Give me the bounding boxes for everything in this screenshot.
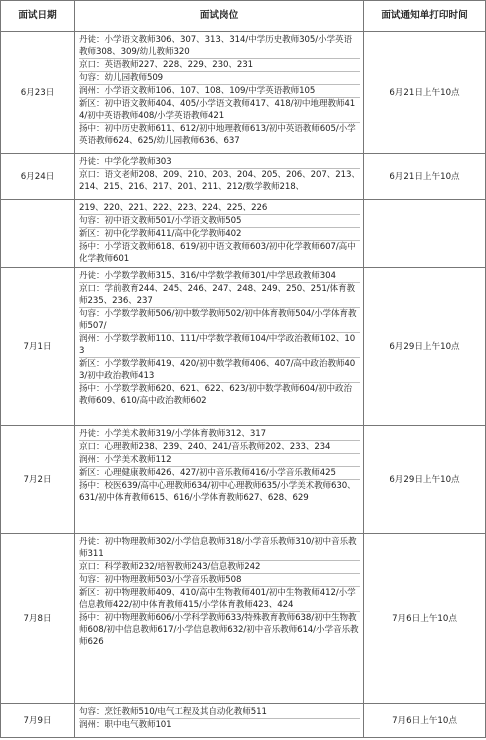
position-line: 京口：英语教师227、228、229、230、231 bbox=[79, 59, 360, 72]
position-line: 扬中：校医639/高中心理教师634/初中心理教师635/小学美术教师630、631/初中体育教师615、616/小学体育教师627、628、629 bbox=[79, 481, 356, 503]
position-cell bbox=[75, 426, 364, 534]
notice-time-cell bbox=[364, 200, 486, 268]
position-line: 句容：初中物理教师503/小学音乐教师508 bbox=[79, 574, 360, 587]
position-line: 丹徒：小学数学教师315、316/中学数学教师301/中学思政教师304 bbox=[79, 270, 360, 283]
position-line: 丹徒：初中物理教师302/小学信息教师318/小学音乐教师310/初中音乐教师311 bbox=[79, 536, 360, 561]
interview-date-cell: 6月24日 bbox=[1, 154, 75, 200]
table-row bbox=[1, 32, 486, 154]
position-line: 京口：语文老师208、209、210、203、204、205、206、207、213、214、215、216、217、201、211、212/数学教师218、 bbox=[79, 170, 360, 192]
interview-date-cell: 7月9日 bbox=[1, 704, 75, 738]
interview-date-cell: 7月1日 bbox=[1, 268, 75, 426]
position-cell bbox=[75, 154, 364, 200]
position-line: 扬中：小学数学教师620、621、622、623/初中数学教师604/初中政治教师609、610/高中政治教师602 bbox=[79, 384, 352, 406]
position-line: 句容：幼儿园教师509 bbox=[79, 72, 360, 85]
position-line: 扬中：初中历史教师611、612/初中地理教师613/初中英语教师605/小学英语教师624、625/幼儿园教师636、637 bbox=[79, 124, 356, 146]
header-position: 面试岗位 bbox=[75, 1, 364, 32]
position-line: 新区：初中语文教师404、405/小学语文教师417、418/初中地理教师414/初中英语教师408/小学英语教师421 bbox=[79, 98, 360, 123]
position-cell bbox=[75, 704, 364, 738]
header-row bbox=[1, 1, 486, 32]
table-body bbox=[1, 32, 486, 738]
interview-date-cell bbox=[1, 200, 75, 268]
position-line: 京口：心理教师238、239、240、241/音乐教师202、233、234 bbox=[79, 441, 360, 454]
table-row bbox=[1, 534, 486, 704]
table-row bbox=[1, 268, 486, 426]
position-line: 京口：科学教师232/培智教师243/信息教师242 bbox=[79, 561, 360, 574]
position-line: 京口：学前教育244、245、246、247、248、249、250、251/体育教师235、236、237 bbox=[79, 283, 360, 308]
position-line: 润州：小学语文教师106、107、108、109/中学英语教师105 bbox=[79, 85, 360, 98]
position-line: 扬中：初中物理教师606/小学科学教师633/特殊教育教师638/初中生物教师608/初中信息教师617/小学信息教师632/初中音乐教师614/小学音乐教师626 bbox=[79, 613, 359, 647]
position-line: 扬中：小学语文教师618、619/初中语文教师603/初中化学教师607/高中化学教师601 bbox=[79, 242, 356, 264]
table-row bbox=[1, 154, 486, 200]
notice-time-cell: 6月29日上午10点 bbox=[364, 426, 486, 534]
notice-time-cell: 6月21日上午10点 bbox=[364, 154, 486, 200]
table-row bbox=[1, 704, 486, 738]
position-line: 润州：小学美术教师112 bbox=[79, 454, 360, 467]
position-line: 219、220、221、222、223、224、225、226 bbox=[79, 202, 360, 215]
position-line: 句容：初中语文教师501/小学语文教师505 bbox=[79, 215, 360, 228]
position-cell bbox=[75, 200, 364, 268]
position-line: 新区：小学数学教师419、420/初中数学教师406、407/高中政治教师403/初中政治教师413 bbox=[79, 358, 360, 383]
table-row bbox=[1, 200, 486, 268]
notice-time-cell: 7月6日上午10点 bbox=[364, 704, 486, 738]
position-line: 丹徒：中学化学教师303 bbox=[79, 156, 360, 169]
position-line: 新区：初中物理教师409、410/高中生物教师401/初中生物教师412/小学信息教师422/初中体育教师415/小学体育教师423、424 bbox=[79, 587, 360, 612]
position-cell bbox=[75, 268, 364, 426]
position-line: 新区：心理健康教师426、427/初中音乐教师416/小学音乐教师425 bbox=[79, 467, 360, 480]
position-line: 丹徒：小学美术教师319/小学体育教师312、317 bbox=[79, 428, 360, 441]
position-line: 丹徒：小学语文教师306、307、313、314/中学历史教师305/小学英语教师308、309/幼儿教师320 bbox=[79, 34, 360, 59]
interview-date-cell: 6月23日 bbox=[1, 32, 75, 154]
position-line: 润州：小学数学教师110、111/中学数学教师104/中学政治教师102、103 bbox=[79, 333, 360, 358]
header-date: 面试日期 bbox=[1, 1, 75, 32]
header-notice: 面试通知单打印时间 bbox=[364, 1, 486, 32]
position-line: 新区：初中化学教师411/高中化学教师402 bbox=[79, 228, 360, 241]
position-line: 句容：烹饪教师510/电气工程及其自动化教师511 bbox=[79, 706, 360, 719]
notice-time-cell: 6月21日上午10点 bbox=[364, 32, 486, 154]
position-line: 润州：职中电气教师101 bbox=[79, 720, 172, 730]
position-cell bbox=[75, 32, 364, 154]
position-line: 句容：小学数学教师506/初中数学教师502/初中体育教师504/小学体育教师507/ bbox=[79, 308, 360, 333]
notice-time-cell: 6月29日上午10点 bbox=[364, 268, 486, 426]
notice-time-cell: 7月6日上午10点 bbox=[364, 534, 486, 704]
interview-date-cell: 7月2日 bbox=[1, 426, 75, 534]
position-cell bbox=[75, 534, 364, 704]
table-row bbox=[1, 426, 486, 534]
interview-date-cell: 7月8日 bbox=[1, 534, 75, 704]
